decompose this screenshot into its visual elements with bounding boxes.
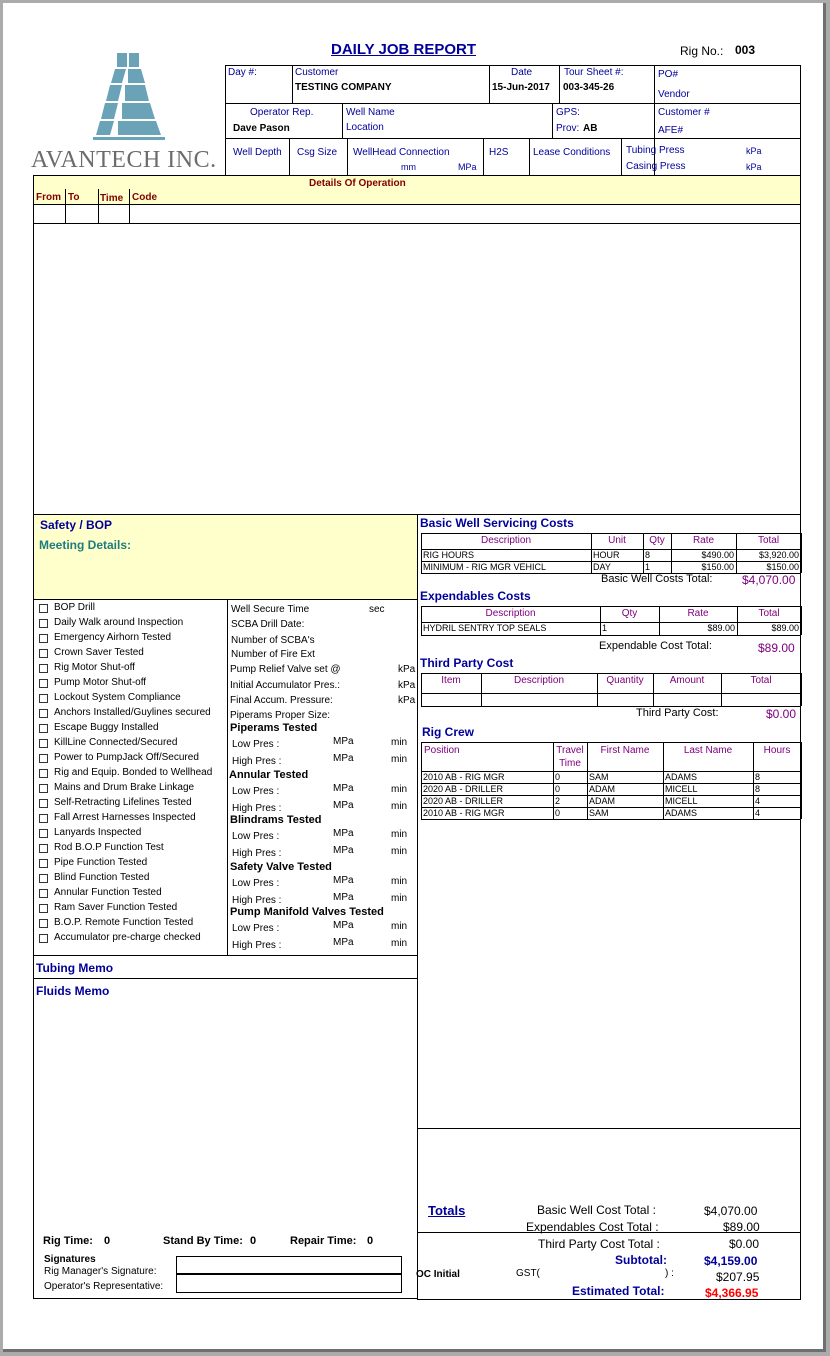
crew-col-rule: [553, 795, 554, 807]
third-party-title: Third Party Cost: [420, 656, 514, 670]
checkbox[interactable]: [39, 799, 48, 808]
basic-costs-title: Basic Well Servicing Costs: [420, 516, 574, 530]
crew-cell[interactable]: 4: [755, 808, 761, 818]
final-accum-unit: kPa: [398, 695, 416, 706]
crew-col-rule: [587, 807, 588, 819]
checkbox[interactable]: [39, 694, 48, 703]
basic-costs-rule: [421, 573, 801, 574]
checkbox[interactable]: [39, 679, 48, 688]
meeting-details-label: Meeting Details:: [39, 538, 132, 552]
expendables-rule: [421, 606, 801, 607]
checkbox[interactable]: [39, 664, 48, 673]
checkbox[interactable]: [39, 619, 48, 628]
col-from: From: [36, 192, 61, 203]
tubing-press-label: Tubing Press: [626, 145, 685, 156]
operator-signature-label: Operator's Representative:: [44, 1281, 164, 1292]
crew-cell[interactable]: 0: [555, 784, 561, 794]
third-party-cost-total-value: $0.00: [729, 1237, 760, 1251]
high-pres-label: High Pres :: [232, 803, 282, 814]
prov-value[interactable]: AB: [583, 123, 598, 134]
expendables-header: Total: [758, 608, 780, 619]
high-pres-label: High Pres :: [232, 940, 282, 951]
num-scba-label: Number of SCBA's: [231, 635, 315, 646]
checkbox[interactable]: [39, 889, 48, 898]
wellhead-mm-unit: mm: [401, 162, 416, 172]
third-party-header: Amount: [669, 675, 705, 686]
low-pres-label: Low Pres :: [232, 923, 280, 934]
piperams-size-label: Piperams Proper Size:: [230, 710, 331, 721]
crew-col-rule: [421, 807, 422, 819]
expendables-cost-total-label: Expendables Cost Total :: [526, 1220, 659, 1234]
expendables-header: Rate: [687, 608, 709, 619]
crew-col-rule: [663, 783, 664, 795]
pressure-unit: MPa: [333, 800, 354, 811]
checklist-item: Rig Motor Shut-off: [54, 662, 135, 673]
basic-costs-rule: [421, 533, 801, 534]
safety-title: Safety / BOP: [40, 518, 113, 532]
crew-col-rule: [421, 795, 422, 807]
crew-cell[interactable]: 8: [755, 784, 761, 794]
checklist-item: Annular Function Tested: [54, 887, 162, 898]
low-pres-label: Low Pres :: [232, 878, 280, 889]
crew-cell[interactable]: 2: [555, 796, 561, 806]
checklist-item: Power to PumpJack Off/Secured: [54, 752, 199, 763]
crew-col-rule: [421, 742, 422, 771]
pressure-unit: MPa: [333, 920, 354, 931]
signatures-title: Signatures: [44, 1254, 96, 1265]
basic-costs-cell[interactable]: $150.00: [701, 562, 734, 572]
customer-no-label: Customer #: [658, 107, 710, 118]
third-party-header: Total: [750, 675, 772, 686]
pressure-group-title: Piperams Tested: [230, 722, 318, 734]
checklist-item: Escape Buggy Installed: [54, 722, 159, 733]
basic-costs-cell[interactable]: 8: [645, 550, 651, 560]
checklist-item: Pump Motor Shut-off: [54, 677, 147, 688]
h2s-label: H2S: [489, 147, 509, 158]
crew-cell[interactable]: ADAM: [589, 796, 616, 806]
customer-label: Customer: [295, 67, 339, 78]
basic-costs-cell[interactable]: $150.00: [766, 562, 799, 572]
crew-col-rule: [663, 771, 664, 783]
crew-col-rule: [801, 807, 802, 819]
expendables-cell[interactable]: $89.00: [771, 623, 799, 633]
scba-drill-label: SCBA Drill Date:: [231, 619, 305, 630]
crew-cell[interactable]: 8: [755, 772, 761, 782]
crew-rule: [421, 742, 801, 743]
checklist-item: Rod B.O.P Function Test: [54, 842, 164, 853]
gps-label: GPS:: [556, 107, 580, 118]
crew-col-rule: [553, 783, 554, 795]
checklist-item: B.O.P. Remote Function Tested: [54, 917, 194, 928]
crew-cell[interactable]: SAM: [589, 772, 609, 782]
crew-col-rule: [801, 795, 802, 807]
crew-col-rule: [553, 771, 554, 783]
casing-press-unit: kPa: [746, 162, 762, 172]
third-party-rule: [421, 673, 801, 674]
pressure-unit: MPa: [333, 783, 354, 794]
tour-sheet-value[interactable]: 003-345-26: [563, 82, 615, 93]
checklist-item: Anchors Installed/Guylines secured: [54, 707, 211, 718]
rig-no-value: 003: [735, 43, 756, 57]
tour-sheet-label: Tour Sheet #:: [564, 67, 624, 78]
crew-col-rule: [753, 783, 754, 795]
checkbox[interactable]: [39, 724, 48, 733]
checkbox[interactable]: [39, 739, 48, 748]
crew-header: Last Name: [683, 745, 733, 756]
third-party-total-value: $0.00: [766, 707, 797, 721]
crew-cell[interactable]: SAM: [589, 808, 609, 818]
expendables-cell[interactable]: 1: [602, 623, 608, 633]
logo-text: AVANTECH INC.: [31, 147, 217, 173]
crew-col-rule: [663, 795, 664, 807]
crew-col-rule: [801, 742, 802, 771]
duration-unit: min: [391, 829, 408, 840]
pressure-group-title: Blindrams Tested: [230, 814, 322, 826]
derrick-icon: [31, 51, 226, 146]
well-secure-label: Well Secure Time: [231, 604, 310, 615]
checklist-item: Ram Saver Function Tested: [54, 902, 178, 913]
gst-value: $207.95: [716, 1270, 760, 1284]
duration-unit: min: [391, 737, 408, 748]
report-page: [3, 3, 826, 1352]
duration-unit: min: [391, 893, 408, 904]
checkbox[interactable]: [39, 784, 48, 793]
basic-costs-cell[interactable]: DAY: [593, 562, 611, 572]
third-party-rule: [421, 706, 801, 707]
duration-unit: min: [391, 876, 408, 887]
fluids-memo-body[interactable]: [36, 1001, 414, 1226]
lease-conditions-label: Lease Conditions: [533, 147, 611, 158]
estimated-total-value: $4,366.95: [705, 1286, 759, 1300]
checklist-item: Lanyards Inspected: [54, 827, 142, 838]
operator-signature-field[interactable]: [176, 1274, 402, 1293]
crew-cell[interactable]: MICELL: [665, 784, 698, 794]
col-code: Code: [132, 192, 157, 203]
third-party-header: Quantity: [606, 675, 644, 686]
crew-header: Position: [424, 745, 460, 756]
expendables-cell[interactable]: $89.00: [707, 623, 735, 633]
pressure-unit: MPa: [333, 892, 354, 903]
checkbox[interactable]: [39, 859, 48, 868]
pressure-unit: MPa: [333, 753, 354, 764]
rig-time-value[interactable]: 0: [104, 1235, 111, 1247]
pressure-unit: MPa: [333, 875, 354, 886]
checkbox[interactable]: [39, 934, 48, 943]
crew-cell[interactable]: ADAMS: [665, 772, 698, 782]
pressure-group-title: Annular Tested: [229, 769, 309, 781]
third-party-header: Item: [441, 675, 461, 686]
basic-costs-total-label: Basic Well Costs Total:: [601, 573, 713, 585]
crew-cell[interactable]: 2020 AB - DRILLER: [423, 784, 504, 794]
crew-col-rule: [587, 771, 588, 783]
checklist-item: Lockout System Compliance: [54, 692, 181, 703]
operator-rep-label: Operator Rep.: [250, 107, 314, 118]
prov-label: Prov:: [556, 123, 580, 134]
basic-costs-cell[interactable]: HOUR: [593, 550, 620, 560]
checklist-item: Mains and Drum Brake Linkage: [54, 782, 195, 793]
num-fire-ext-label: Number of Fire Ext: [231, 649, 315, 660]
vendor-label: Vendor: [658, 89, 690, 100]
repair-time-label: Repair Time:: [290, 1235, 357, 1247]
csg-size-label: Csg Size: [297, 147, 338, 158]
crew-col-rule: [421, 783, 422, 795]
duration-unit: min: [391, 938, 408, 949]
basic-costs-cell[interactable]: $3,920.00: [758, 550, 799, 560]
basic-costs-col-rule: [801, 533, 802, 573]
relief-valve-unit: kPa: [398, 664, 416, 675]
pressure-group-title: Pump Manifold Valves Tested: [230, 906, 384, 918]
crew-rule: [421, 819, 801, 820]
repair-time-value[interactable]: 0: [367, 1235, 374, 1247]
crew-col-rule: [587, 783, 588, 795]
checkbox[interactable]: [39, 769, 48, 778]
checkbox[interactable]: [39, 709, 48, 718]
duration-unit: min: [391, 801, 408, 812]
crew-cell[interactable]: 4: [755, 796, 761, 806]
pressure-group-title: Safety Valve Tested: [230, 861, 332, 873]
crew-col-rule: [663, 807, 664, 819]
well-depth-label: Well Depth: [233, 147, 282, 158]
expendables-header: Description: [485, 608, 536, 619]
totals-title: Totals: [428, 1203, 466, 1218]
crew-cell[interactable]: 2010 AB - RIG MGR: [423, 772, 505, 782]
well-secure-unit: sec: [369, 604, 385, 615]
high-pres-label: High Pres :: [232, 756, 282, 767]
checkbox[interactable]: [39, 634, 48, 643]
date-value[interactable]: 15-Jun-2017: [492, 82, 550, 93]
duration-unit: min: [391, 921, 408, 932]
checklist-item: Self-Retracting Lifelines Tested: [54, 797, 192, 808]
low-pres-label: Low Pres :: [232, 831, 280, 842]
crew-cell[interactable]: MICELL: [665, 796, 698, 806]
checkbox[interactable]: [39, 844, 48, 853]
checkbox[interactable]: [39, 874, 48, 883]
third-party-cost-total-label: Third Party Cost Total :: [538, 1237, 660, 1251]
expendables-total-label: Expendable Cost Total:: [599, 640, 712, 652]
crew-col-rule: [801, 771, 802, 783]
checkbox[interactable]: [39, 919, 48, 928]
basic-costs-header: Unit: [608, 535, 626, 546]
expendables-header: Qty: [621, 608, 638, 619]
wellhead-label: WellHead Connection: [353, 147, 450, 158]
crew-cell[interactable]: 0: [555, 772, 561, 782]
checkbox[interactable]: [39, 814, 48, 823]
crew-col-rule: [553, 807, 554, 819]
expendables-title: Expendables Costs: [420, 589, 531, 603]
operator-rep-value[interactable]: Dave Pason: [233, 123, 290, 134]
checklist-item: BOP Drill: [54, 602, 95, 613]
rig-no-label: Rig No.:: [680, 44, 724, 58]
expendables-cost-total-value: $89.00: [723, 1220, 760, 1234]
pressure-unit: MPa: [333, 736, 354, 747]
well-name-label: Well Name: [346, 107, 395, 118]
crew-cell[interactable]: ADAM: [589, 784, 616, 794]
basic-costs-cell[interactable]: 1: [645, 562, 651, 572]
casing-press-label: Casing Press: [626, 161, 686, 172]
crew-col-rule: [753, 795, 754, 807]
low-pres-label: Low Pres :: [232, 739, 280, 750]
checklist-item: Accumulator pre-charge checked: [54, 932, 201, 943]
basic-costs-cell[interactable]: $490.00: [701, 550, 734, 560]
day-label: Day #:: [228, 67, 257, 78]
basic-costs-header: Total: [757, 535, 780, 546]
third-party-col-rule: [801, 673, 802, 706]
standby-time-label: Stand By Time:: [163, 1235, 243, 1247]
crew-col-rule: [753, 771, 754, 783]
afe-label: AFE#: [658, 125, 684, 136]
pressure-unit: MPa: [333, 828, 354, 839]
crew-col-rule: [801, 783, 802, 795]
company-logo: [31, 51, 226, 176]
checklist-item: Daily Walk around Inspection: [54, 617, 184, 628]
duration-unit: min: [391, 754, 408, 765]
crew-col-rule: [421, 771, 422, 783]
estimated-total-label: Estimated Total:: [572, 1284, 665, 1298]
rig-time-label: Rig Time:: [43, 1235, 93, 1247]
crew-cell[interactable]: 0: [555, 808, 561, 818]
initial-accum-label: Initial Accumulator Pres.:: [230, 680, 341, 691]
pressure-unit: MPa: [333, 845, 354, 856]
operations-body[interactable]: [34, 224, 800, 514]
operations-title: Details Of Operation: [309, 178, 406, 189]
checklist-item: Pipe Function Tested: [54, 857, 148, 868]
basic-costs-cell[interactable]: MINIMUM - RIG MGR VEHICL: [423, 562, 546, 572]
oc-initial-label: OC Initial: [416, 1269, 460, 1280]
basic-costs-total-value: $4,070.00: [742, 573, 796, 587]
col-time: Time: [100, 193, 124, 204]
checklist-item: Emergency Airhorn Tested: [54, 632, 172, 643]
rig-crew-title: Rig Crew: [422, 725, 475, 739]
basic-cost-total-value: $4,070.00: [704, 1204, 758, 1218]
report-title: DAILY JOB REPORT: [331, 41, 477, 58]
crew-col-rule: [753, 807, 754, 819]
third-party-rule: [421, 693, 801, 694]
expendables-rule: [421, 635, 801, 636]
checklist-item: KillLine Connected/Secured: [54, 737, 178, 748]
checkbox[interactable]: [39, 904, 48, 913]
wellhead-mpa-unit: MPa: [458, 162, 477, 172]
subtotal-value: $4,159.00: [704, 1254, 758, 1268]
subtotal-label: Subtotal:: [615, 1253, 667, 1267]
checkbox[interactable]: [39, 829, 48, 838]
customer-value[interactable]: TESTING COMPANY: [295, 82, 392, 93]
crew-cell[interactable]: ADAMS: [665, 808, 698, 818]
high-pres-label: High Pres :: [232, 895, 282, 906]
checkbox[interactable]: [39, 754, 48, 763]
basic-cost-total-label: Basic Well Cost Total :: [537, 1203, 656, 1217]
col-to: To: [68, 192, 80, 203]
gst-label: GST(: [516, 1268, 540, 1279]
crew-header: First Name: [600, 745, 650, 756]
po-label: PO#: [658, 69, 679, 80]
crew-col-rule: [587, 795, 588, 807]
basic-costs-header: Description: [480, 535, 532, 546]
crew-header: Travel Time: [556, 745, 584, 769]
basic-costs-cell[interactable]: RIG HOURS: [423, 550, 475, 560]
checklist-item: Blind Function Tested: [54, 872, 150, 883]
third-party-header: Description: [513, 675, 565, 686]
relief-valve-label: Pump Relief Valve set @: [230, 664, 341, 675]
checklist-item: Rig and Equip. Bonded to Wellhead: [54, 767, 213, 778]
standby-time-value[interactable]: 0: [250, 1235, 257, 1247]
crew-header: Hours: [763, 745, 791, 756]
low-pres-label: Low Pres :: [232, 786, 280, 797]
crew-cell[interactable]: 2020 AB - DRILLER: [423, 796, 504, 806]
gst-close: ) :: [665, 1268, 674, 1279]
fluids-memo-label: Fluids Memo: [36, 984, 110, 998]
tubing-memo-label: Tubing Memo: [36, 961, 114, 975]
expendables-col-rule: [801, 606, 802, 635]
checkbox[interactable]: [39, 649, 48, 658]
duration-unit: min: [391, 784, 408, 795]
duration-unit: min: [391, 846, 408, 857]
rig-manager-signature-field[interactable]: [176, 1256, 402, 1274]
third-party-total-label: Third Party Cost:: [636, 707, 719, 719]
rig-manager-signature-label: Rig Manager's Signature:: [44, 1266, 157, 1277]
pressure-unit: MPa: [333, 937, 354, 948]
initial-accum-unit: kPa: [398, 680, 416, 691]
expendables-cell[interactable]: HYDRIL SENTRY TOP SEALS: [423, 623, 547, 633]
tubing-press-unit: kPa: [746, 146, 762, 156]
date-label: Date: [511, 67, 533, 78]
location-label: Location: [346, 122, 384, 133]
high-pres-label: High Pres :: [232, 848, 282, 859]
basic-costs-header: Qty: [649, 535, 665, 546]
checklist-item: Fall Arrest Harnesses Inspected: [54, 812, 196, 823]
expendables-total-value: $89.00: [758, 641, 795, 655]
basic-costs-header: Rate: [692, 535, 715, 546]
crew-cell[interactable]: 2010 AB - RIG MGR: [423, 808, 505, 818]
checklist-item: Crown Saver Tested: [54, 647, 144, 658]
final-accum-label: Final Accum. Pressure:: [230, 695, 333, 706]
checkbox[interactable]: [39, 604, 48, 613]
